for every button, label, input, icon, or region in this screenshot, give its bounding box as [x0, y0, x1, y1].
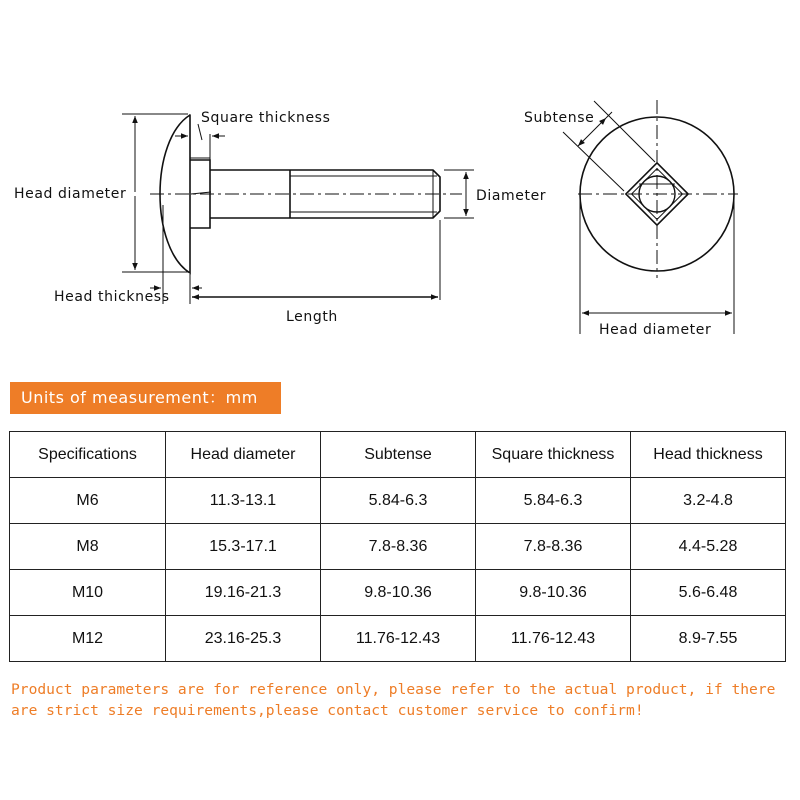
head-diameter-side-label: Head diameter — [14, 186, 127, 202]
header-square-thickness: Square thickness — [476, 432, 631, 478]
cell-square-thickness: 9.8-10.36 — [476, 570, 631, 616]
header-specifications: Specifications — [10, 432, 166, 478]
reference-note-line-1: Product parameters are for reference only, please refer to the actual product, if there — [11, 681, 776, 698]
cell-subtense: 5.84-6.3 — [321, 478, 476, 524]
header-subtense: Subtense — [321, 432, 476, 478]
reference-note-line-2: are strict size requirements,please contact customer service to confirm! — [11, 702, 644, 719]
cell-spec: M8 — [10, 524, 166, 570]
cell-head-diameter: 23.16-25.3 — [166, 616, 321, 662]
bolt-technical-drawing — [0, 0, 800, 360]
head-diameter-top-label: Head diameter — [599, 322, 712, 338]
length-label: Length — [286, 309, 338, 325]
head-thickness-label: Head thickness — [54, 289, 170, 305]
units-banner: Units of measurement：mm — [10, 382, 281, 414]
specification-table — [9, 431, 786, 662]
cell-subtense: 9.8-10.36 — [321, 570, 476, 616]
cell-head-thickness: 5.6-6.48 — [631, 570, 786, 616]
cell-square-thickness: 7.8-8.36 — [476, 524, 631, 570]
cell-head-diameter: 11.3-13.1 — [166, 478, 321, 524]
cell-spec: M12 — [10, 616, 166, 662]
cell-square-thickness: 11.76-12.43 — [476, 616, 631, 662]
subtense-label: Subtense — [524, 110, 595, 126]
diameter-label: Diameter — [476, 188, 547, 204]
cell-head-thickness: 3.2-4.8 — [631, 478, 786, 524]
side-view — [150, 115, 462, 300]
head-diameter-side-dimension — [122, 114, 188, 272]
header-head-thickness: Head thickness — [631, 432, 786, 478]
reference-note — [11, 679, 791, 721]
cell-head-thickness: 4.4-5.28 — [631, 524, 786, 570]
cell-square-thickness: 5.84-6.3 — [476, 478, 631, 524]
table-row — [10, 616, 786, 662]
table-row — [10, 524, 786, 570]
cell-subtense: 11.76-12.43 — [321, 616, 476, 662]
table-header-row — [10, 432, 786, 478]
head-diameter-top-dimension — [580, 196, 734, 334]
cell-head-diameter: 15.3-17.1 — [166, 524, 321, 570]
cell-spec: M10 — [10, 570, 166, 616]
top-view — [578, 100, 738, 278]
cell-subtense: 7.8-8.36 — [321, 524, 476, 570]
table-row — [10, 478, 786, 524]
square-thickness-label: Square thickness — [201, 110, 331, 126]
cell-head-thickness: 8.9-7.55 — [631, 616, 786, 662]
cell-spec: M6 — [10, 478, 166, 524]
header-head-diameter: Head diameter — [166, 432, 321, 478]
cell-head-diameter: 19.16-21.3 — [166, 570, 321, 616]
table-row — [10, 570, 786, 616]
